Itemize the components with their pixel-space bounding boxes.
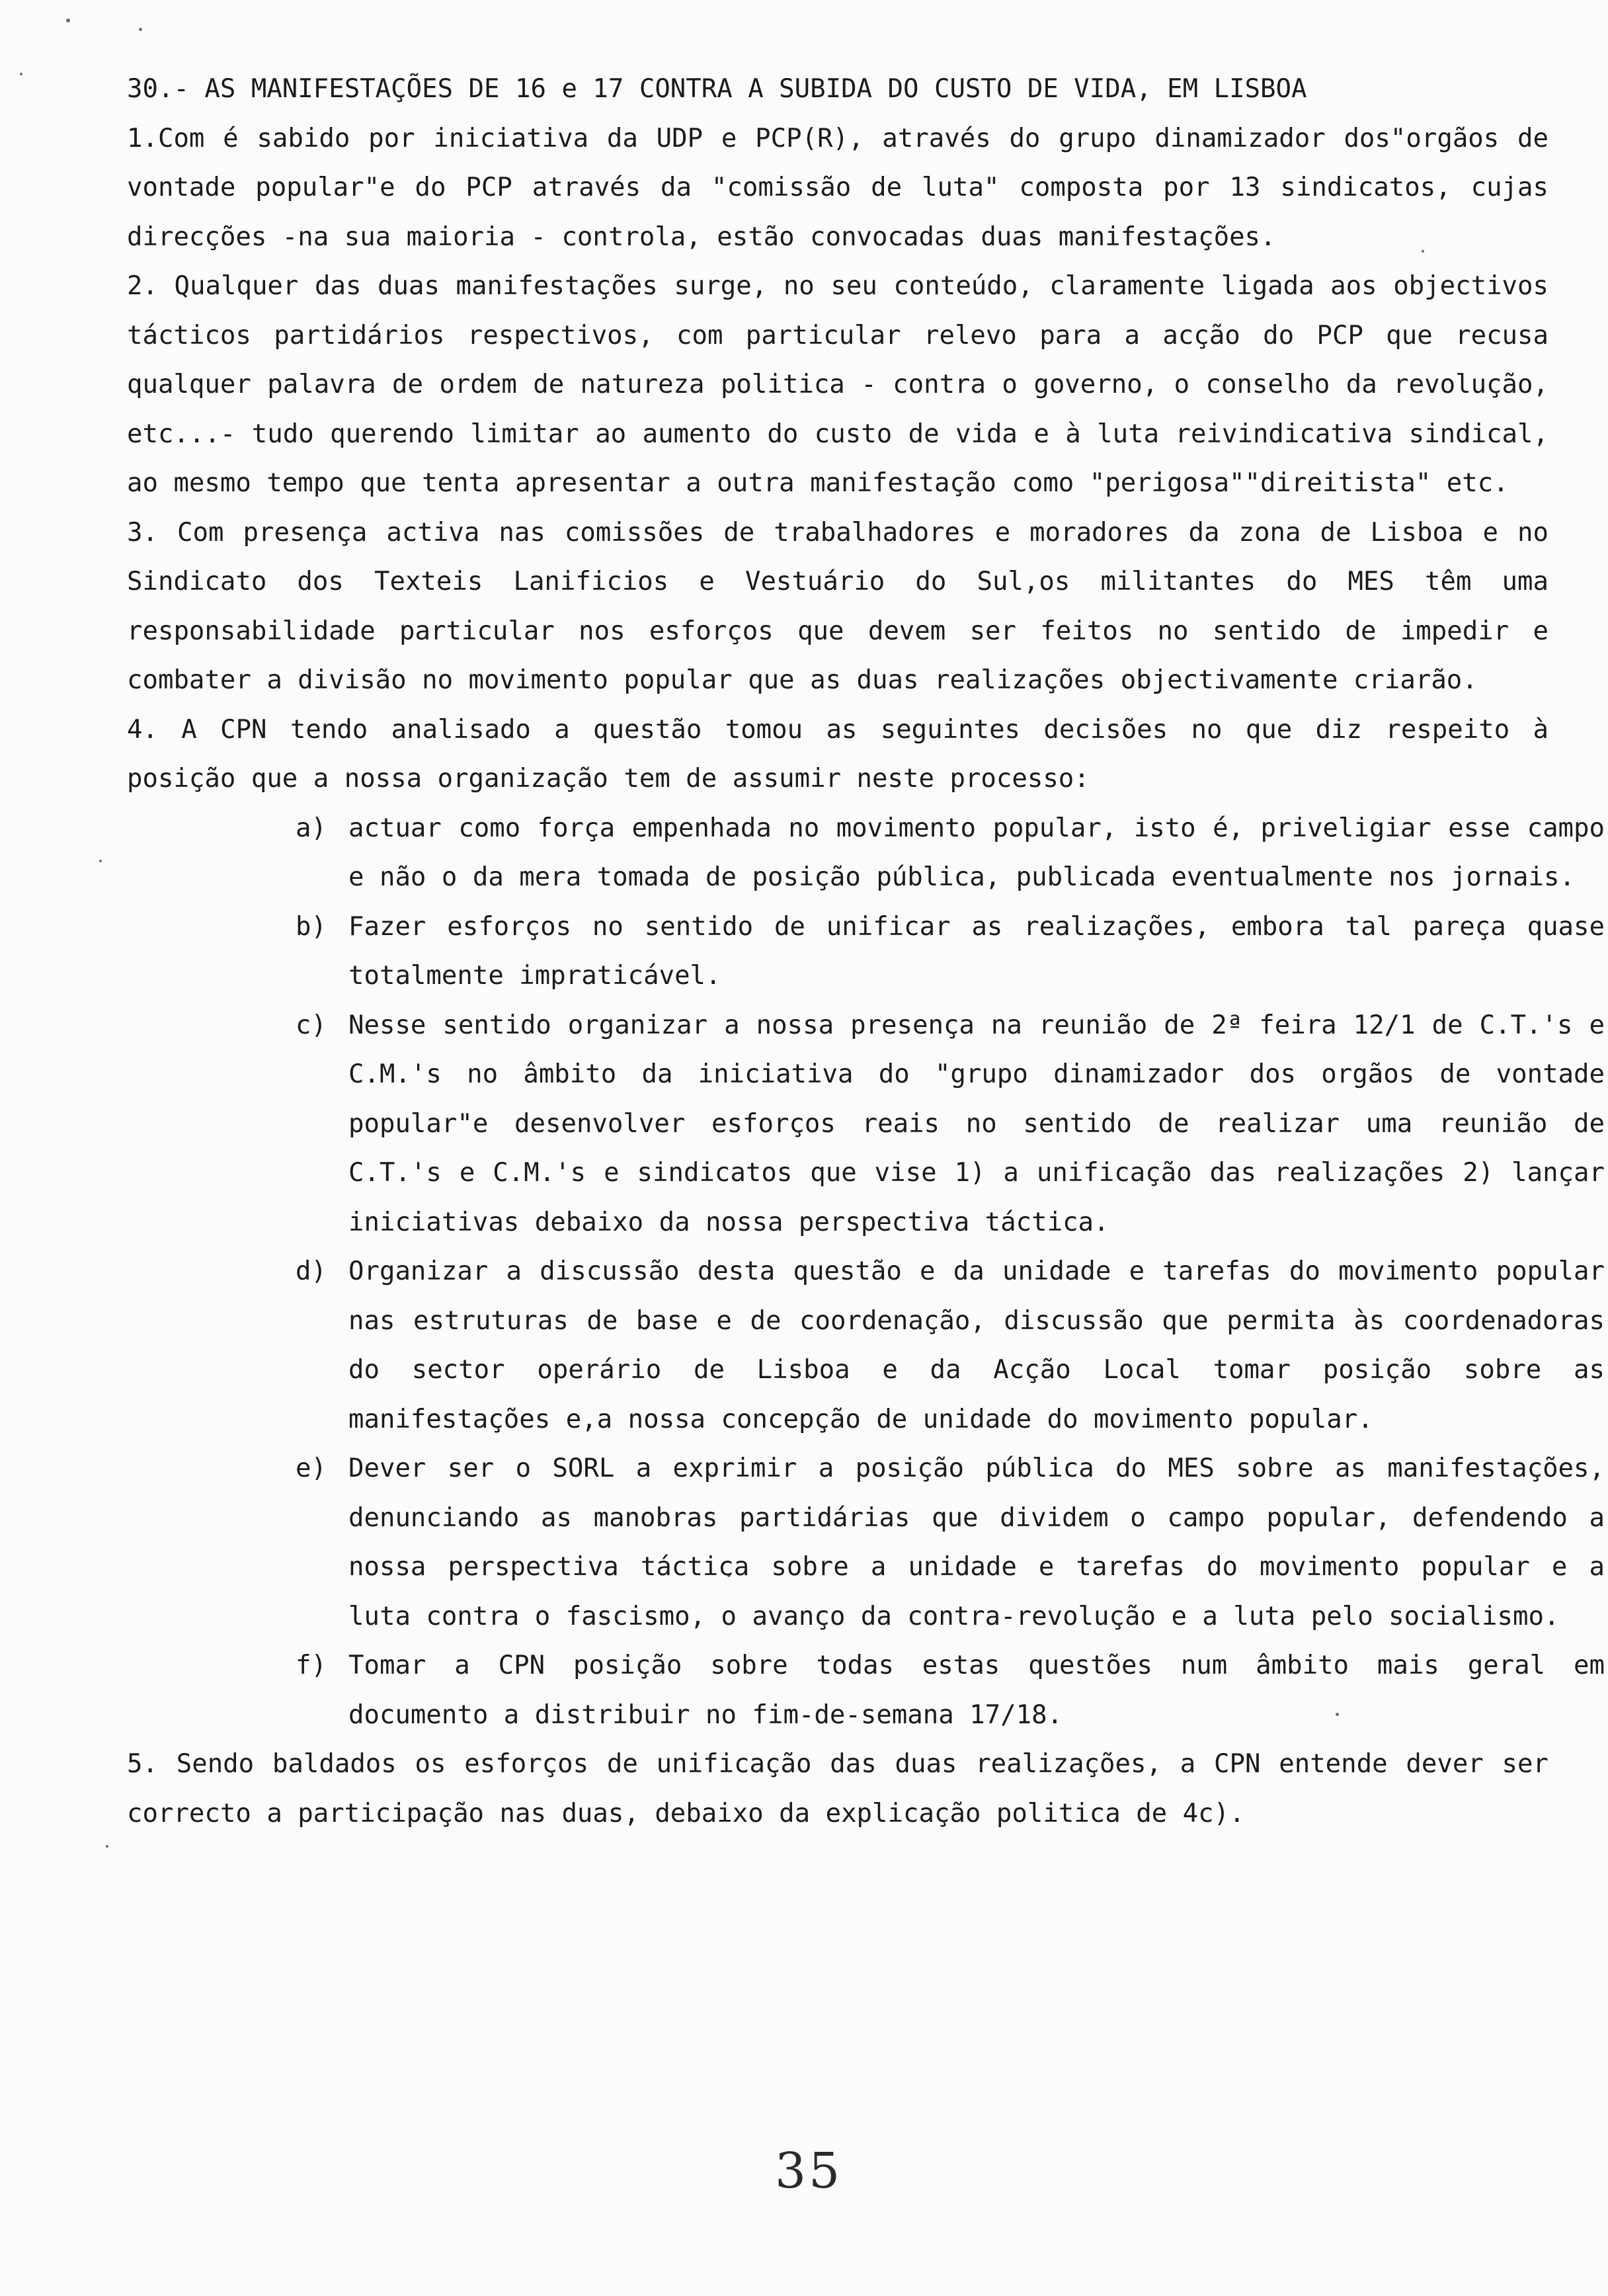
decision-text: Fazer esforços no sentido de unificar as realizações, embora tal pareça quase totalmente impraticável. xyxy=(348,911,1605,991)
decision-text: Nesse sentido organizar a nossa presença na reunião de 2ª feira 12/1 de C.T.'s e C.M.'s no âmbito da iniciativa do "grupo dinamizador dos orgãos de vontade popular"e desenvolver esforços reais no sentido de realizar uma reunião de C.T.'s e C.M.'s e sindicatos que vise 1) a unificação das realizações 2) lançar iniciativas debaixo da nossa perspectiva táctica. xyxy=(348,1010,1605,1237)
decision-item-a xyxy=(296,804,1605,903)
decision-text: Dever ser o SORL a exprimir a posição pública do MES sobre as manifestações, denunciando as manobras partidárias que dividem o campo popular, defendendo a nossa perspectiva táctica sobre a unidade e tarefas do movimento popular e a luta contra o fascismo, o avanço da contra-revolução e a luta pelo socialismo. xyxy=(348,1454,1605,1631)
decision-letter: d) xyxy=(296,1256,327,1286)
scan-speck xyxy=(99,860,102,862)
paragraph-3: 3. Com presença activa nas comissões de trabalhadores e moradores da zona de Lisboa e no Sindicato dos Texteis Lanificios e Vestuário do Sul,os militantes do MES têm uma responsabilidade particular nos esforços que devem ser feitos no sentido de impedir e combater a divisão no movimento popular que as duas realizações objectivamente criarão. xyxy=(127,517,1548,695)
scan-speck xyxy=(106,1845,108,1848)
decision-item-d xyxy=(296,1247,1605,1444)
decision-text: Organizar a discussão desta questão e da unidade e tarefas do movimento popular nas estruturas de base e de coordenação, discussão que permita às coordenadoras do sector operário de Lisboa e da Acção Local tomar posição sobre as manifestações e,a nossa concepção de unidade do movimento popular. xyxy=(348,1256,1605,1434)
paragraph-2: 2. Qualquer das duas manifestações surge, no seu conteúdo, claramente ligada aos objectivos tácticos partidários respectivos, com particular relevo para a acção do PCP que recusa qualquer palavra de ordem de natureza politica - contra o governo, o conselho da revolução, etc...- tudo querendo limitar ao aumento do custo de vida e à luta reivindicativa sindical, ao mesmo tempo que tenta apresentar a outra manifestação como "perigosa""direitista" etc. xyxy=(127,271,1548,498)
decision-item-b xyxy=(296,903,1605,1001)
decision-letter: b) xyxy=(296,911,327,942)
decision-letter: c) xyxy=(296,1010,327,1040)
paragraph-4: 4. A CPN tendo analisado a questão tomou as seguintes decisões no que diz respeito à posição que a nossa organização tem de assumir neste processo: xyxy=(127,714,1548,794)
decision-item-c xyxy=(296,1001,1605,1248)
decision-item-f xyxy=(296,1641,1605,1740)
page-number: 35 xyxy=(775,2143,843,2199)
decision-letter: f) xyxy=(296,1651,327,1680)
paragraph-5: 5. Sendo baldados os esforços de unificação das duas realizações, a CPN entende dever ser correcto a participação nas duas, debaixo da explicação politica de 4c). xyxy=(127,1749,1548,1828)
scan-speck xyxy=(139,28,142,31)
document-body xyxy=(127,65,1605,1838)
decision-text: actuar como força empenhada no movimento popular, isto é, priveligiar esse campo e não o da mera tomada de posição pública, publicada eventualmente nos jornais. xyxy=(348,813,1605,892)
decision-text: Tomar a CPN posição sobre todas estas questões num âmbito mais geral em documento a distribuir no fim-de-semana 17/18. xyxy=(348,1651,1605,1730)
scan-speck xyxy=(66,19,70,22)
decision-letter: a) xyxy=(296,813,327,843)
paragraph-1: 1.Com é sabido por iniciativa da UDP e PCP(R), através do grupo dinamizador dos"orgãos de vontade popular"e do PCP através da "comissão de luta" composta por 13 sindicatos, cujas direcções -na sua maioria - controla, estão convocadas duas manifestações. xyxy=(127,123,1548,252)
decision-letter: e) xyxy=(296,1454,327,1483)
scan-speck xyxy=(20,73,22,75)
decision-item-e xyxy=(296,1444,1605,1641)
document-title: 30.- AS MANIFESTAÇÕES DE 16 e 17 CONTRA A SUBIDA DO CUSTO DE VIDA, EM LISBOA xyxy=(127,74,1307,104)
